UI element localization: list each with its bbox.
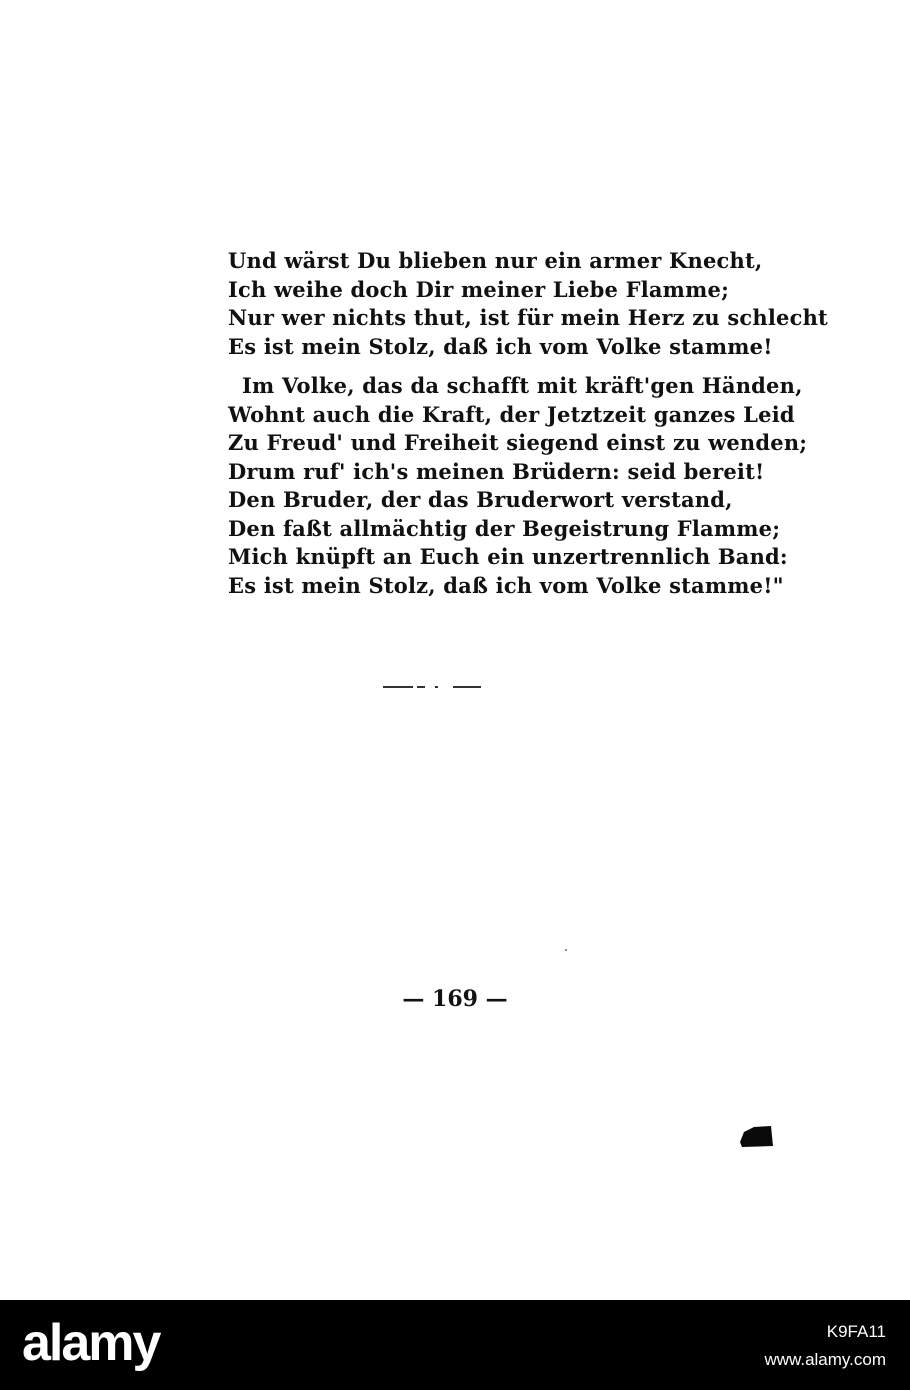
poem-line: Und wärst Du blieben nur ein armer Knecht,: [228, 248, 763, 273]
poem-line: Mich knüpft an Euch ein unzertrennlich Band:: [228, 544, 788, 569]
poem-line: Nur wer nichts thut, ist für mein Herz zu schlecht: [228, 305, 828, 330]
image-id: K9FA11: [826, 1322, 886, 1341]
poem-line: Es ist mein Stolz, daß ich vom Volke stamme!": [228, 572, 784, 598]
poem-stanza-1: [228, 247, 828, 361]
poem-line: Den faßt allmächtig der Begeistrung Flamme;: [228, 515, 781, 541]
page-number: — 169 —: [402, 986, 508, 1012]
section-divider: [383, 685, 481, 689]
poem-line: Drum ruf' ich's meinen Brüdern: seid bereit!: [228, 458, 765, 484]
print-speck: [565, 949, 567, 951]
poem-line: Ich weihe doch Dir meiner Liebe Flamme;: [228, 276, 730, 302]
brand-logo: alamy: [22, 1314, 160, 1372]
watermark-footer: [0, 1300, 910, 1390]
ink-blot: [740, 1124, 774, 1148]
poem-line: Zu Freud' und Freiheit siegend einst zu wenden;: [228, 430, 808, 455]
poem-stanza-2: [228, 372, 807, 600]
poem-line: Den Bruder, der das Bruderwort verstand,: [228, 487, 733, 512]
poem-line: Es ist mein Stolz, daß ich vom Volke stamme!: [228, 333, 773, 359]
poem-line: Im Volke, das da schafft mit kräft'gen Händen,: [242, 373, 803, 398]
site-url: www.alamy.com: [764, 1350, 886, 1369]
poem-line: Wohnt auch die Kraft, der Jetztzeit ganzes Leid: [228, 401, 795, 427]
